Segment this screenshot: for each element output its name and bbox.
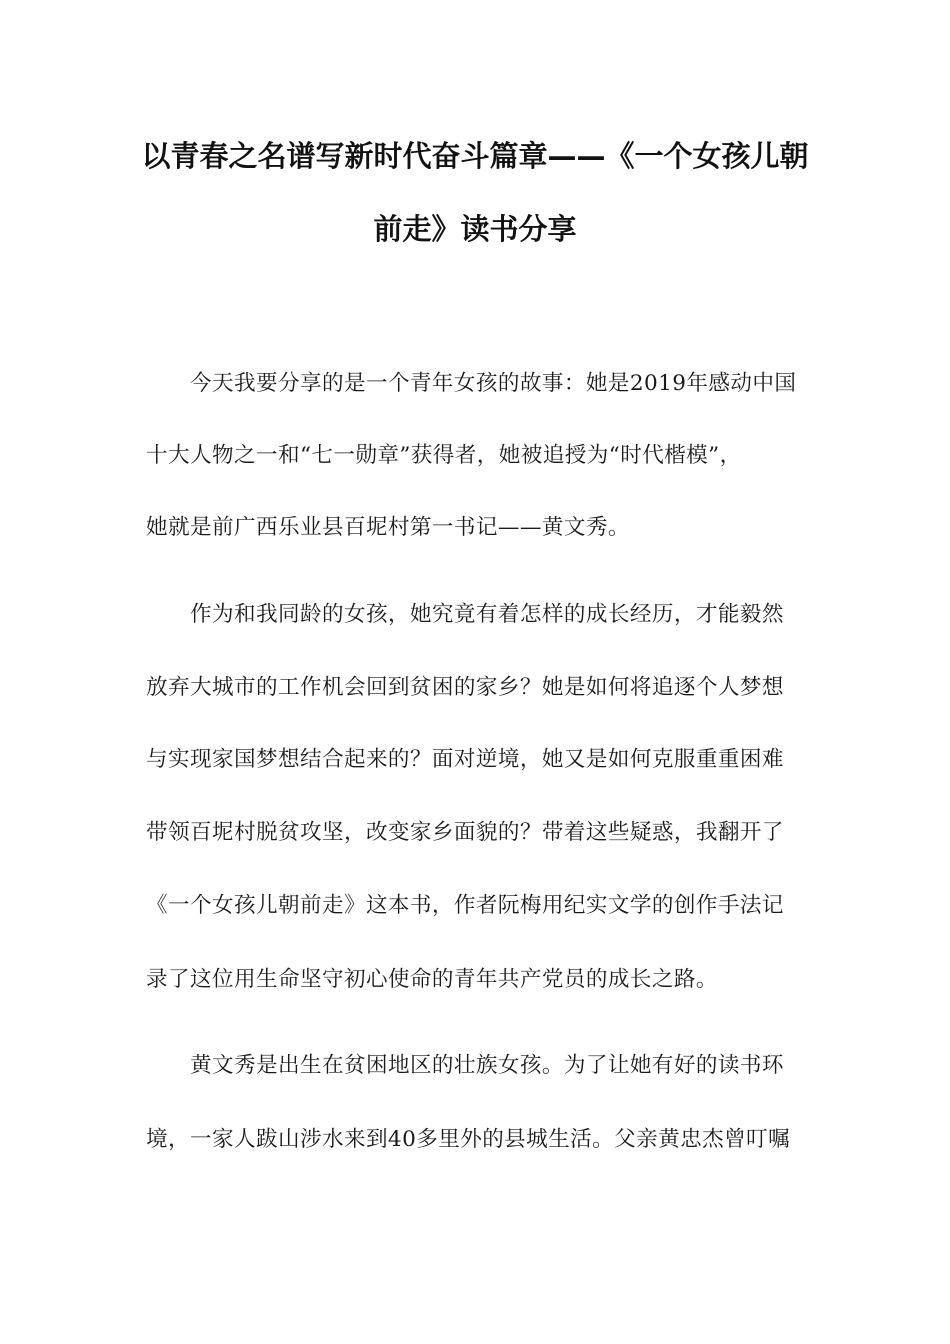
paragraph-3-line-1: 黄文秀是出生在贫困地区的壮族女孩。为了让她有好的读书环	[190, 1053, 784, 1078]
paragraph-2-line-6: 录了这位用生命坚守初心使命的青年共产党员的成长之路。	[146, 967, 718, 992]
paragraph-2-line-3: 与实现家国梦想结合起来的？面对逆境，她又是如何克服重重困难	[146, 747, 784, 772]
document-title-line-1: 以青春之名谱写新时代奋斗篇章——《一个女孩儿朝	[141, 139, 809, 173]
paragraph-2-line-2: 放弃大城市的工作机会回到贫困的家乡？她是如何将追逐个人梦想	[146, 675, 784, 700]
paragraph-2-line-4: 带领百坭村脱贫攻坚，改变家乡面貌的？带着这些疑惑，我翻开了	[146, 820, 784, 845]
paragraph-3-line-2: 境，一家人跋山涉水来到40多里外的县城生活。父亲黄忠杰曾叮嘱	[146, 1127, 791, 1152]
paragraph-1-line-1: 今天我要分享的是一个青年女孩的故事：她是2019年感动中国	[190, 371, 797, 396]
paragraph-1-line-3: 她就是前广西乐业县百坭村第一书记——黄文秀。	[146, 515, 630, 540]
paragraph-2-line-5: 《一个女孩儿朝前走》这本书，作者阮梅用纪实文学的创作手法记	[146, 893, 784, 918]
document-title-line-2: 前走》读书分享	[373, 212, 577, 246]
paragraph-1-line-2: 十大人物之一和“七一勋章”获得者，她被追授为“时代楷模”，	[146, 443, 742, 468]
paragraph-2-line-1: 作为和我同龄的女孩，她究竟有着怎样的成长经历，才能毅然	[190, 602, 784, 627]
